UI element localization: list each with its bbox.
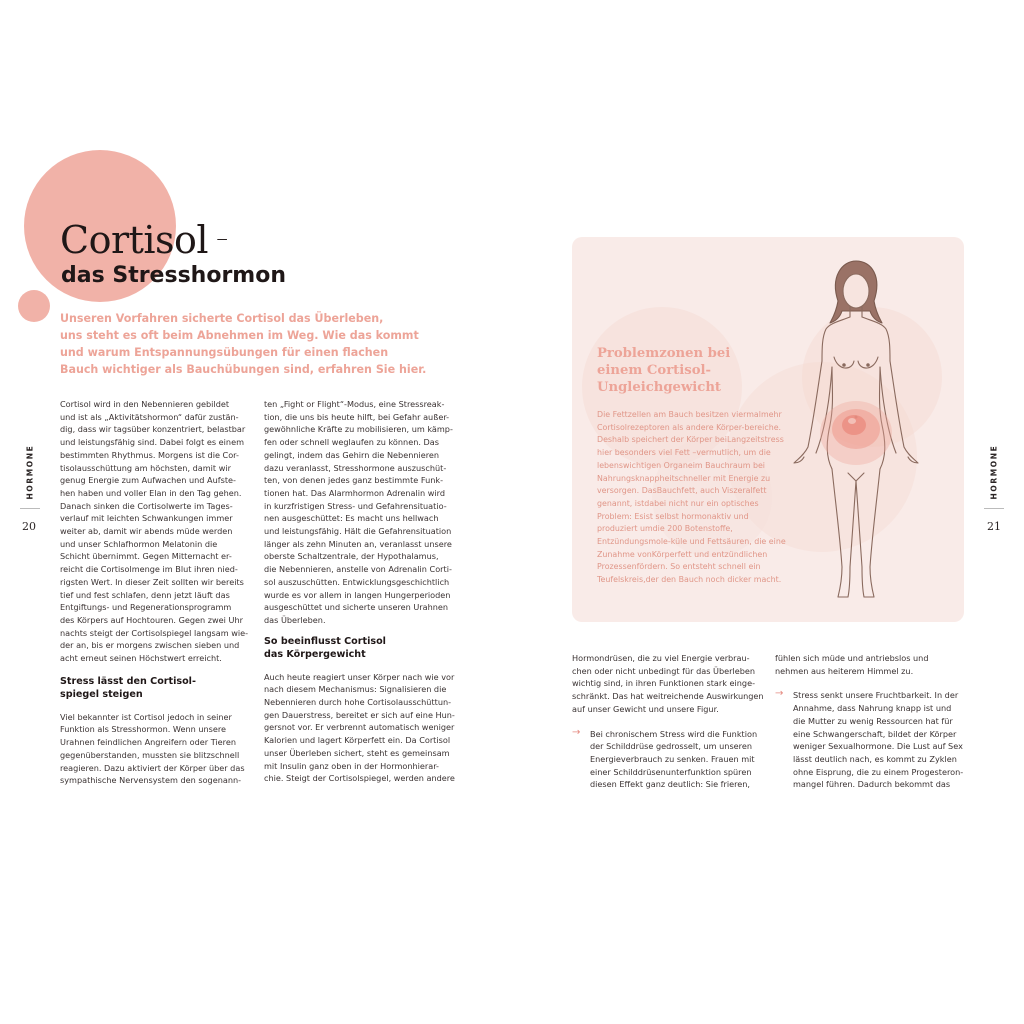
- belly-fat-highlight: [820, 401, 892, 465]
- text-line: Kalorien und lagert Körperfett ein. Da Cortisol: [264, 735, 451, 746]
- paragraph: [264, 398, 456, 627]
- paragraph: [590, 728, 764, 792]
- heading-line: So beeinflusst Cortisol: [264, 635, 386, 647]
- text-line: Bauchfett, auch Viszeralfett genannt, ist: [597, 486, 767, 508]
- box-heading-line: Ungleichgewicht: [597, 380, 722, 395]
- text-column-1: [60, 398, 250, 787]
- text-line: Schicht übernimmt. Gegen Mitternacht er-: [60, 551, 232, 562]
- text-line: bestimmten Rhythmus. Morgens ist die Cor-: [60, 449, 239, 460]
- text-line: oberste Schaltzentrale, der Hypothalamus,: [264, 551, 439, 562]
- text-line: reicht die Cortisolmenge im Blut ihren nied-: [60, 564, 238, 575]
- text-line: Cortisol wird in den Nebennieren gebildet: [60, 399, 230, 409]
- text-line: chie. Steigt der Cortisolspiegel, werden andere: [264, 773, 455, 784]
- text-column-2: [264, 398, 456, 785]
- text-line: in kurzfristigen Stress- und Gefahrensituatio-: [264, 500, 447, 511]
- paragraph: [793, 689, 965, 791]
- text-column-4: [775, 652, 965, 791]
- text-line: weniger Sexualhormone. Die Lust auf Sex: [793, 741, 963, 752]
- text-line: dabei nicht nur ein optisches Problem: Es: [597, 498, 759, 521]
- text-line: tisolausschüttung am höchsten, damit wir: [60, 462, 231, 473]
- text-line: küle und Fettsäuren, die eine Zunahme von: [597, 537, 786, 559]
- text-line: Nebennieren durch hohe Cortisolausschüttun-: [264, 697, 452, 708]
- text-line: eine Schwangerschaft, bildet der Körper: [793, 728, 957, 739]
- text-line: und unser Schlafhormon Melatonin die: [60, 538, 218, 549]
- page-number-left: 20: [22, 520, 36, 533]
- text-line: schneller mit Energie zu versorgen. Das: [597, 473, 771, 496]
- paragraph: [60, 398, 250, 665]
- info-box-problemzonen: [572, 237, 964, 622]
- text-line: die Mutter zu wenig Ressourcen hat für: [793, 715, 953, 726]
- text-line: gewöhnliche Kräfte zu mobilisieren, um kämp-: [264, 424, 453, 435]
- text-line: fühlen sich müde und antriebslos und: [775, 653, 929, 663]
- text-line: chen oder nicht unbedingt für das Überleben: [572, 665, 756, 676]
- text-line: und ist als „Aktivitätshormon“ dafür zustän-: [60, 411, 239, 422]
- text-line: fen oder schnell weglaufen zu können. Das: [264, 437, 439, 448]
- text-line: und leistungsfähig sind. Dabei folgt es einem: [60, 437, 244, 448]
- text-line: länger als zehn Minuten an, veranlasst unsere: [264, 538, 452, 549]
- text-line: Körperfett und entzündlichen Prozessen: [597, 549, 768, 572]
- title-text: Cortisol: [60, 218, 209, 262]
- text-line: Danach sinken die Cortisolwerte im Tages-: [60, 500, 233, 511]
- box-body-text: [597, 409, 787, 587]
- text-line: gelingt, indem das Gehirn die Nebennieren: [264, 449, 440, 460]
- text-line: Entgiftungs- und Regenerationsprogramm: [60, 602, 232, 613]
- arrow-right-icon: →: [775, 688, 784, 700]
- text-line: sol auszuschütten. Entwicklungsgeschichtlich: [264, 576, 450, 587]
- text-line: lässt deutlich nach, es kommt zu Zyklen: [793, 753, 957, 764]
- text-line: tionen hat. Das Alarmhormon Adrenalin wird: [264, 487, 446, 498]
- text-line: Bei chronischem Stress wird die Funktion: [590, 728, 758, 739]
- text-line: wurde es vor allem in langen Hungerperioden: [264, 589, 451, 600]
- text-line: vermutlich, um die lebenswichtigen Organe: [597, 448, 771, 470]
- text-line: mit Insulin ganz oben in der Hormonhierar-: [264, 760, 439, 771]
- text-line: ist selbst hormonaktiv und produziert um: [597, 511, 749, 534]
- text-line: nehmen aus heiterem Himmel zu.: [775, 665, 914, 676]
- female-body-illustration: [786, 257, 926, 602]
- arrow-right-icon: →: [572, 726, 581, 738]
- text-line: die Nebennieren, anstelle von Adrenalin Corti-: [264, 564, 452, 575]
- paragraph: [572, 652, 764, 716]
- text-line: nach diesem Mechanismus: Signalisieren die: [264, 684, 447, 695]
- text-line: im Bauchraum bei Nahrungsknappheit: [597, 460, 765, 483]
- heading-line: spiegel steigen: [60, 688, 143, 700]
- side-divider-left: [20, 508, 40, 509]
- text-line: der den Bauch noch dicker macht.: [645, 575, 782, 585]
- intro-paragraph: [60, 310, 427, 378]
- text-line: die 200 Botenstoffe, Entzündungsmole-: [597, 524, 733, 547]
- text-line: einer Schilddrüsenunterfunktion spüren: [590, 766, 752, 777]
- page-title: [60, 218, 228, 262]
- page-subtitle: das Stresshormon: [61, 263, 286, 288]
- text-line: auf unser Gewicht und unsere Figur.: [572, 703, 719, 714]
- text-line: nachts steigt der Cortisolspiegel langsam wie-: [60, 627, 249, 638]
- text-line: Die Fettzellen am Bauch besitzen viermal: [597, 410, 761, 419]
- text-line: bereiche. Deshalb speichert der Körper bei: [597, 422, 782, 445]
- paragraph: [60, 711, 250, 787]
- section-heading-koerpergewicht: [264, 635, 456, 661]
- text-line: genug Energie zum Aufwachen und Aufste-: [60, 475, 236, 486]
- text-line: gersnot vor. Er verbrennt automatisch weniger: [264, 722, 455, 733]
- text-line: des Körpers auf Hochtouren. Gegen zwei Uhr: [60, 614, 243, 625]
- title-dash: –: [216, 224, 228, 252]
- side-label-right: HORMONE: [989, 444, 999, 500]
- text-line: weiter ab, damit wir abends müde werden: [60, 526, 233, 537]
- text-line: Annahme, dass Nahrung knapp ist und: [793, 703, 952, 714]
- text-line: der Schilddrüse gedrosselt, um unseren: [590, 741, 752, 752]
- text-line: dazu veranlasst, Stresshormone auszuschüt-: [264, 462, 447, 473]
- text-line: wichtig sind, in ihren Funktionen stark einge-: [572, 678, 756, 689]
- intro-line: uns steht es oft beim Abnehmen im Weg. Wie das kommt: [60, 329, 419, 342]
- box-heading-line: einem Cortisol-: [597, 363, 711, 378]
- text-line: sympathische Nervensystem den sogenann-: [60, 775, 242, 786]
- text-line: diesen Effekt ganz deutlich: Sie frieren,: [590, 779, 751, 790]
- page-number-right: 21: [987, 520, 1001, 533]
- decorative-circle-small: [18, 290, 50, 322]
- section-heading-stress: [60, 675, 250, 701]
- text-line: tief und fest schlafen, denn jetzt läuft das: [60, 589, 230, 600]
- text-line: ten „Fight or Flight“-Modus, eine Stressreak-: [264, 399, 445, 409]
- bullet-paragraph-schilddruese: [572, 728, 764, 792]
- text-line: unser Überleben sichert, steht es gemeinsam: [264, 747, 450, 758]
- text-line: und leistungsfähig. Hält die Gefahrensituation: [264, 526, 452, 537]
- heading-line: Stress lässt den Cortisol-: [60, 675, 196, 687]
- text-line: verlauf mit leichten Schwankungen immer: [60, 513, 233, 524]
- side-divider-right: [984, 508, 1004, 509]
- text-line: der an, bis er morgens zwischen sieben und: [60, 640, 240, 651]
- text-line: gen Dauerstress, bereitet er sich auf eine Hun-: [264, 709, 455, 720]
- text-line: gegenüberstanden, mussten sie blitzschnell: [60, 749, 240, 760]
- text-line: Stress senkt unsere Fruchtbarkeit. In der: [793, 690, 959, 701]
- intro-line: Unseren Vorfahren sicherte Cortisol das Überleben,: [60, 312, 384, 325]
- paragraph: [775, 652, 965, 677]
- text-line: das Überleben.: [264, 614, 326, 625]
- text-line: fördern. So entsteht schnell ein Teufelskreis,: [597, 562, 761, 585]
- text-line: Funktion als Stresshormon. Wenn unsere: [60, 724, 227, 735]
- text-line: nen ausgeschüttet: Es macht uns hellwach: [264, 513, 439, 524]
- text-line: ohne Eisprung, die zu einem Progesteron-: [793, 766, 964, 777]
- text-line: acht erneut seinen Höchstwert erreicht.: [60, 653, 222, 664]
- text-column-3: [572, 652, 764, 791]
- text-line: schränkt. Das hat weitreichende Auswirkungen: [572, 691, 764, 702]
- side-label-left: HORMONE: [25, 444, 35, 500]
- intro-line: und warum Entspannungsübungen für einen flachen: [60, 346, 389, 359]
- text-line: Energieverbrauch zu senken. Frauen mit: [590, 753, 755, 764]
- text-line: mehr Cortisolrezeptoren als andere Körper-: [597, 410, 782, 432]
- text-line: Langzeitstress hier besonders viel Fett –: [597, 435, 784, 458]
- text-line: reagieren. Dazu aktiviert der Körper über das: [60, 762, 245, 773]
- text-line: mangel führen. Dadurch bekommt das: [793, 779, 951, 790]
- text-line: Auch heute reagiert unser Körper nach wie vor: [264, 671, 455, 682]
- text-line: dig, dass wir tagsüber konzentriert, belastbar: [60, 424, 246, 435]
- text-line: tion, die uns bis heute hilft, bei Gefahr außer-: [264, 411, 450, 422]
- text-line: hen haben und voller Elan in den Tag gehen.: [60, 487, 242, 498]
- text-line: Viel bekannter ist Cortisol jedoch in seiner: [60, 711, 232, 722]
- text-line: rigsten Wert. In dieser Zeit sollten wir bereits: [60, 576, 244, 587]
- heading-line: das Körpergewicht: [264, 648, 366, 660]
- box-heading-line: Problemzonen bei: [597, 346, 731, 361]
- box-heading: [597, 345, 797, 396]
- text-line: ten, von denen jedes ganz bestimmte Funk-: [264, 475, 444, 486]
- bullet-paragraph-fruchtbarkeit: [775, 689, 965, 791]
- intro-line: Bauch wichtiger als Bauchübungen sind, erfahren Sie hier.: [60, 363, 427, 376]
- text-line: Urahnen feindlichen Angreifern oder Tieren: [60, 737, 236, 748]
- text-line: Hormondrüsen, die zu viel Energie verbrau-: [572, 653, 750, 663]
- text-line: ausgeschüttet und sicherte unseren Urahnen: [264, 602, 449, 613]
- paragraph: [264, 671, 456, 785]
